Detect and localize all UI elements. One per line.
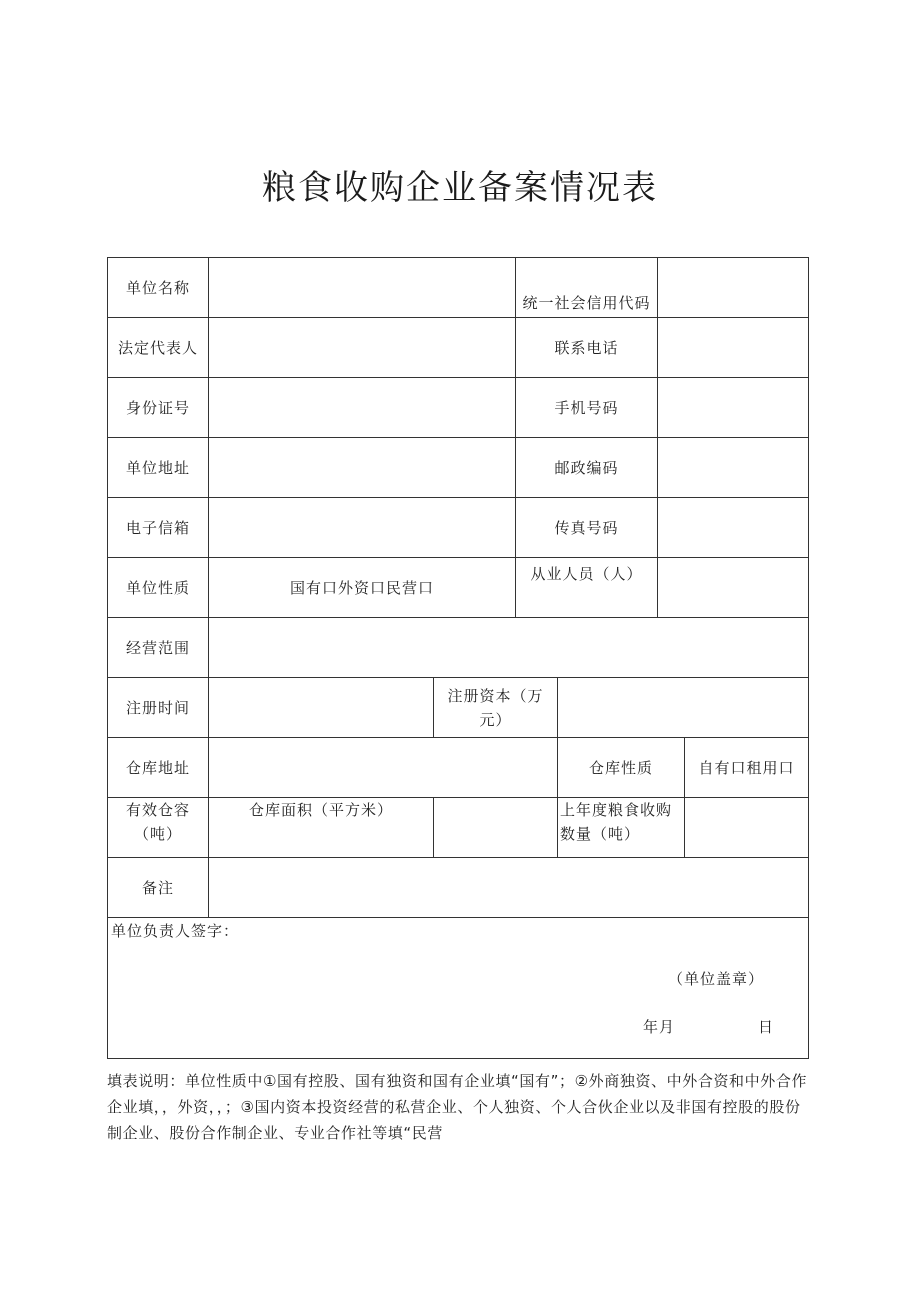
warehouse-nature-options[interactable]: 自有口租用口 xyxy=(685,738,808,798)
field-email[interactable] xyxy=(209,498,516,558)
label-address: 单位地址 xyxy=(108,438,209,498)
signature-label: 单位负责人签字： xyxy=(111,922,240,940)
field-address[interactable] xyxy=(209,438,516,498)
field-contact-phone[interactable] xyxy=(658,318,808,378)
field-reg-time[interactable] xyxy=(209,678,434,738)
seal-label: （单位盖章） xyxy=(668,970,765,988)
date-year-month: 年月 xyxy=(643,1018,676,1036)
label-reg-time: 注册时间 xyxy=(108,678,209,738)
field-postal-code[interactable] xyxy=(658,438,808,498)
label-employees: 从业人员（人） xyxy=(516,558,658,618)
field-employees[interactable] xyxy=(658,558,808,618)
label-business-scope: 经营范围 xyxy=(108,618,209,678)
label-credit-code: 统一社会信用代码 xyxy=(516,258,658,318)
label-warehouse-area: 仓库面积（平方米） xyxy=(209,798,434,858)
unit-nature-options[interactable]: 国有口外资口民营口 xyxy=(209,558,516,618)
page-title: 粮食收购企业备案情况表 xyxy=(262,168,658,208)
label-warehouse-address: 仓库地址 xyxy=(108,738,209,798)
label-mobile: 手机号码 xyxy=(516,378,658,438)
label-remarks: 备注 xyxy=(108,858,209,918)
fill-instructions: 填表说明：单位性质中①国有控股、国有独资和国有企业填“国有”；②外商独资、中外合资和中外合作企业填，，外资，，；③国内资本投资经营的私营企业、个人独资、个人合伙企业以及非国有控股的股份制企业、股份合作制企业、专业合作社等填“民营 xyxy=(107,1072,808,1142)
registration-form xyxy=(107,257,809,1059)
label-unit-name: 单位名称 xyxy=(108,258,209,318)
label-contact-phone: 联系电话 xyxy=(516,318,658,378)
label-postal-code: 邮政编码 xyxy=(516,438,658,498)
label-fax: 传真号码 xyxy=(516,498,658,558)
label-last-year-purchase: 上年度粮食收购数量（吨） xyxy=(558,798,685,858)
label-legal-rep: 法定代表人 xyxy=(108,318,209,378)
date-day: 日 xyxy=(758,1018,775,1036)
field-warehouse-address[interactable] xyxy=(209,738,558,798)
field-warehouse-area[interactable] xyxy=(434,798,558,858)
field-reg-capital[interactable] xyxy=(558,678,808,738)
field-fax[interactable] xyxy=(658,498,808,558)
field-business-scope[interactable] xyxy=(209,618,808,678)
label-email: 电子信箱 xyxy=(108,498,209,558)
field-last-year-purchase[interactable] xyxy=(685,798,808,858)
field-credit-code[interactable] xyxy=(658,258,808,318)
field-legal-rep[interactable] xyxy=(209,318,516,378)
label-unit-nature: 单位性质 xyxy=(108,558,209,618)
label-id-number: 身份证号 xyxy=(108,378,209,438)
field-id-number[interactable] xyxy=(209,378,516,438)
label-reg-capital: 注册资本（万元） xyxy=(434,678,558,738)
signature-area[interactable] xyxy=(108,918,808,1058)
field-mobile[interactable] xyxy=(658,378,808,438)
field-remarks[interactable] xyxy=(209,858,808,918)
label-capacity: 有效仓容（吨） xyxy=(108,798,209,858)
label-warehouse-nature: 仓库性质 xyxy=(558,738,685,798)
field-unit-name[interactable] xyxy=(209,258,516,318)
